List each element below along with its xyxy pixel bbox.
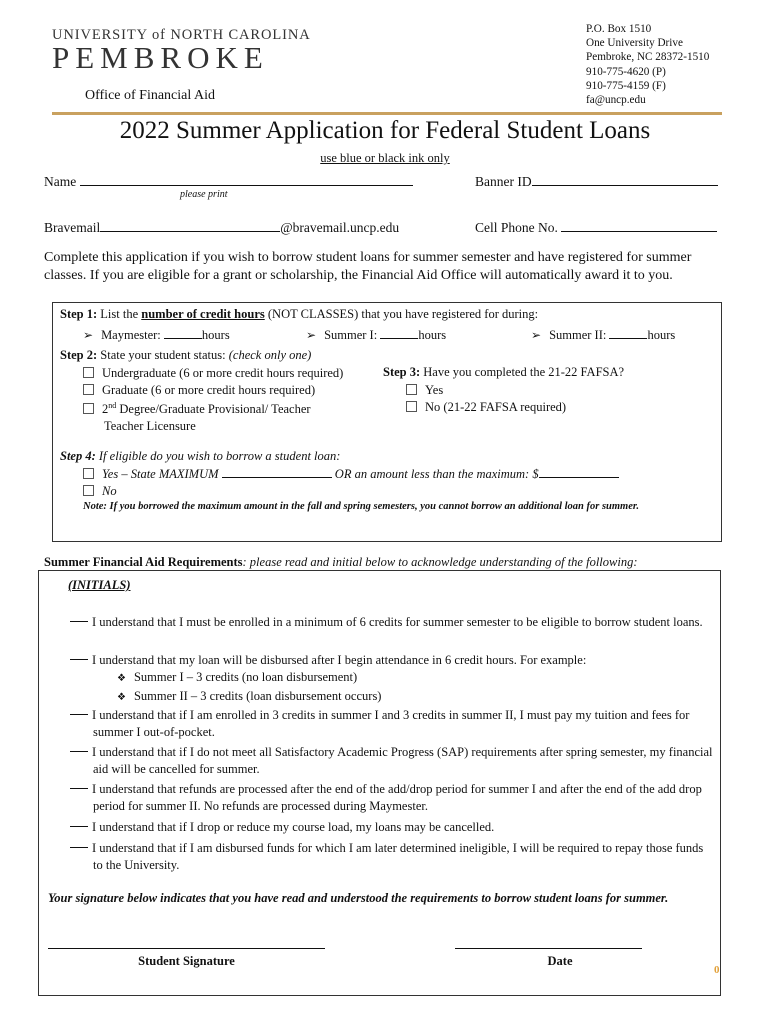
- requirement-item[interactable]: [70, 652, 715, 669]
- fafsa-yes-label: Yes: [425, 383, 444, 397]
- fafsa-no-label: No (21-22 FAFSA required): [425, 399, 567, 414]
- step1-text-c: (NOT CLASSES) that you have registered for during:: [267, 307, 539, 321]
- step2-text: State your student status:: [100, 348, 226, 362]
- step2-hint: (check only one): [228, 348, 312, 362]
- please-print-hint: please print: [180, 189, 228, 200]
- requirement-text: I understand that if I drop or reduce my course load, my loans may be cancelled.: [92, 820, 495, 834]
- address-line: P.O. Box 1510: [586, 23, 652, 35]
- fafsa-options: [406, 382, 566, 415]
- requirement-text: I understand that if I am disbursed funds for which I am later determined ineligible, I will be required to repay those funds to the University.: [92, 841, 704, 872]
- option-second-degree-sup: nd: [108, 401, 117, 410]
- bravemail-field[interactable]: [44, 220, 399, 236]
- initial-line[interactable]: [70, 847, 88, 848]
- requirement-item[interactable]: [70, 744, 715, 777]
- name-field[interactable]: [44, 174, 413, 190]
- date-line[interactable]: [455, 948, 642, 949]
- example-item: [117, 669, 381, 688]
- initial-line[interactable]: [70, 621, 88, 622]
- example-text: Summer I – 3 credits (no loan disbursement): [133, 670, 358, 684]
- logo-university-line: UNIVERSITY of NORTH CAROLINA: [52, 27, 311, 43]
- fax-line: 910-775-4159 (F): [586, 79, 666, 92]
- cell-phone-label: Cell Phone No.: [475, 220, 558, 235]
- requirement-item[interactable]: [70, 819, 715, 836]
- checkbox-icon[interactable]: [83, 384, 94, 395]
- office-name: Office of Financial Aid: [85, 88, 215, 103]
- address-line: Pembroke, NC 28372-1510: [586, 51, 710, 64]
- contact-address: [586, 22, 709, 107]
- step1: [60, 307, 538, 322]
- checkbox-icon[interactable]: [406, 384, 417, 395]
- loan-yes-b: OR an amount less than the maximum: $: [334, 467, 539, 481]
- summer1-label: Summer I:: [324, 328, 378, 342]
- name-input-line[interactable]: [80, 185, 413, 186]
- initial-line[interactable]: [70, 826, 88, 827]
- requirement-text: I understand that refunds are processed after the end of the add/drop period for summer I and after the end of the add drop period for summer II. No refunds are processed during Maymester.: [92, 782, 702, 813]
- option-undergraduate[interactable]: [83, 365, 348, 382]
- name-label: Name: [44, 174, 77, 189]
- summer2-hours[interactable]: [531, 328, 675, 343]
- option-graduate[interactable]: [83, 382, 348, 399]
- requirement-item[interactable]: [70, 614, 715, 631]
- step4-note: [83, 500, 713, 514]
- step2: [60, 348, 311, 363]
- fafsa-yes[interactable]: [406, 382, 566, 399]
- email-line: fa@uncp.edu: [586, 94, 646, 107]
- step2-label: Step 2:: [60, 348, 98, 362]
- initials-label: (INITIALS): [68, 578, 131, 592]
- arrow-bullet-icon: ➢: [531, 328, 542, 342]
- amount-input-line[interactable]: [539, 477, 619, 478]
- diamond-bullet-icon: ❖: [117, 673, 126, 684]
- signature-label: Student Signature: [138, 954, 235, 968]
- option-graduate-label: Graduate (6 or more credit hours required): [102, 382, 316, 397]
- example-list: [117, 669, 381, 706]
- address-line: One University Drive: [586, 37, 683, 50]
- maymester-input-line[interactable]: [164, 338, 202, 339]
- checkbox-icon[interactable]: [83, 485, 94, 496]
- requirements-instruction: : please read and initial below to acknowledge understanding of the following:: [242, 555, 638, 569]
- intro-paragraph: Complete this application if you wish to borrow student loans for summer semester and have registered for summer classes. If you are eligible for a grant or scholarship, the Financial Aid Office will automatically award it to you.: [44, 250, 692, 283]
- status-options: [83, 365, 348, 434]
- loan-yes[interactable]: [83, 466, 619, 483]
- diamond-bullet-icon: ❖: [117, 691, 126, 703]
- date-label: Date: [547, 954, 573, 968]
- initial-line[interactable]: [70, 659, 88, 660]
- checkbox-icon[interactable]: [83, 367, 94, 378]
- summer1-hours[interactable]: [306, 328, 446, 343]
- signature-line[interactable]: [48, 948, 325, 949]
- page-title: 2022 Summer Application for Federal Student Loans: [119, 117, 651, 144]
- requirement-item[interactable]: [70, 781, 715, 814]
- summer1-input-line[interactable]: [380, 338, 418, 339]
- bravemail-domain: @bravemail.uncp.edu: [280, 220, 400, 235]
- requirement-text: I understand that my loan will be disbursed after I begin attendance in 6 credit hours. For example:: [92, 653, 587, 667]
- checkbox-icon[interactable]: [83, 468, 94, 479]
- loan-options: [83, 466, 619, 500]
- hours-unit: hours: [418, 328, 447, 342]
- initial-line[interactable]: [70, 788, 88, 789]
- banner-id-field[interactable]: [475, 174, 718, 190]
- page-number: 0: [714, 964, 720, 976]
- maymester-hours[interactable]: [83, 328, 230, 343]
- requirement-item[interactable]: [70, 707, 715, 740]
- checkbox-icon[interactable]: [406, 401, 417, 412]
- option-second-degree-a: 2: [102, 402, 109, 417]
- summer2-input-line[interactable]: [609, 338, 647, 339]
- banner-id-input-line[interactable]: [532, 185, 718, 186]
- signature-statement: Your signature below indicates that you have read and understood the requirements to borrow student loans for summer.: [48, 891, 669, 905]
- option-second-degree[interactable]: [83, 398, 348, 434]
- checkbox-icon[interactable]: [83, 403, 94, 414]
- loan-no-label: No: [102, 484, 117, 498]
- step3: [383, 365, 624, 380]
- hours-unit: hours: [647, 328, 676, 342]
- example-item: [117, 688, 381, 707]
- cell-phone-input-line[interactable]: [561, 231, 717, 232]
- requirements-heading: [44, 555, 744, 570]
- loan-no[interactable]: [83, 483, 619, 500]
- step1-text-a: List the: [100, 307, 139, 321]
- maymester-label: Maymester:: [101, 328, 161, 342]
- banner-id-label: Banner ID: [475, 174, 532, 189]
- loan-yes-a: Yes – State MAXIMUM: [102, 467, 219, 481]
- phone-line: 910-775-4620 (P): [586, 65, 666, 78]
- requirement-item[interactable]: [70, 840, 715, 873]
- step4-label: Step 4:: [60, 449, 96, 463]
- note-text: If you borrowed the maximum amount in the fall and spring semesters, you cannot borrow an additional loan for summer.: [109, 501, 640, 512]
- summer2-label: Summer II:: [549, 328, 607, 342]
- requirement-text: I understand that I must be enrolled in a minimum of 6 credits for summer semester to be eligible to borrow student loans.: [92, 615, 703, 629]
- fafsa-no[interactable]: [406, 399, 566, 416]
- step4-text: If eligible do you wish to borrow a student loan:: [98, 449, 341, 463]
- step4: [60, 449, 340, 464]
- arrow-bullet-icon: ➢: [83, 328, 94, 342]
- option-undergraduate-label: Undergraduate (6 or more credit hours required): [102, 366, 344, 380]
- step3-label: Step 3:: [383, 365, 421, 379]
- ink-instruction: use blue or black ink only: [320, 151, 450, 165]
- initial-line[interactable]: [70, 714, 88, 715]
- bravemail-input-line[interactable]: [100, 231, 280, 232]
- requirements-title: Summer Financial Aid Requirements: [44, 555, 243, 569]
- step1-label: Step 1:: [60, 307, 98, 321]
- option-second-degree-b: Degree/Graduate Provisional/ Teacher: [119, 402, 311, 417]
- requirement-text: I understand that if I do not meet all Satisfactory Academic Progress (SAP) requirements after spring semester, my financial aid will be cancelled for summer.: [92, 745, 713, 776]
- max-amount-line[interactable]: [222, 477, 332, 478]
- initial-line[interactable]: [70, 751, 88, 752]
- arrow-bullet-icon: ➢: [306, 328, 317, 342]
- step1-text-b: number of credit hours: [141, 307, 265, 321]
- cell-phone-field[interactable]: [475, 220, 717, 236]
- note-label: Note:: [83, 501, 107, 512]
- hours-unit: hours: [201, 328, 230, 342]
- requirement-text: I understand that if I am enrolled in 3 credits in summer I and 3 credits in summer II, I must pay my tuition and fees for summer I out-of-pocket.: [92, 708, 690, 739]
- step3-text: Have you completed the 21-22 FAFSA?: [423, 365, 625, 379]
- option-second-degree-c: Teacher Licensure: [104, 418, 196, 433]
- logo-pembroke: PEMBROKE: [52, 40, 269, 75]
- example-text: Summer II – 3 credits (loan disbursement occurs): [133, 688, 382, 703]
- bravemail-label: Bravemail: [44, 220, 101, 235]
- header-divider: [52, 112, 722, 115]
